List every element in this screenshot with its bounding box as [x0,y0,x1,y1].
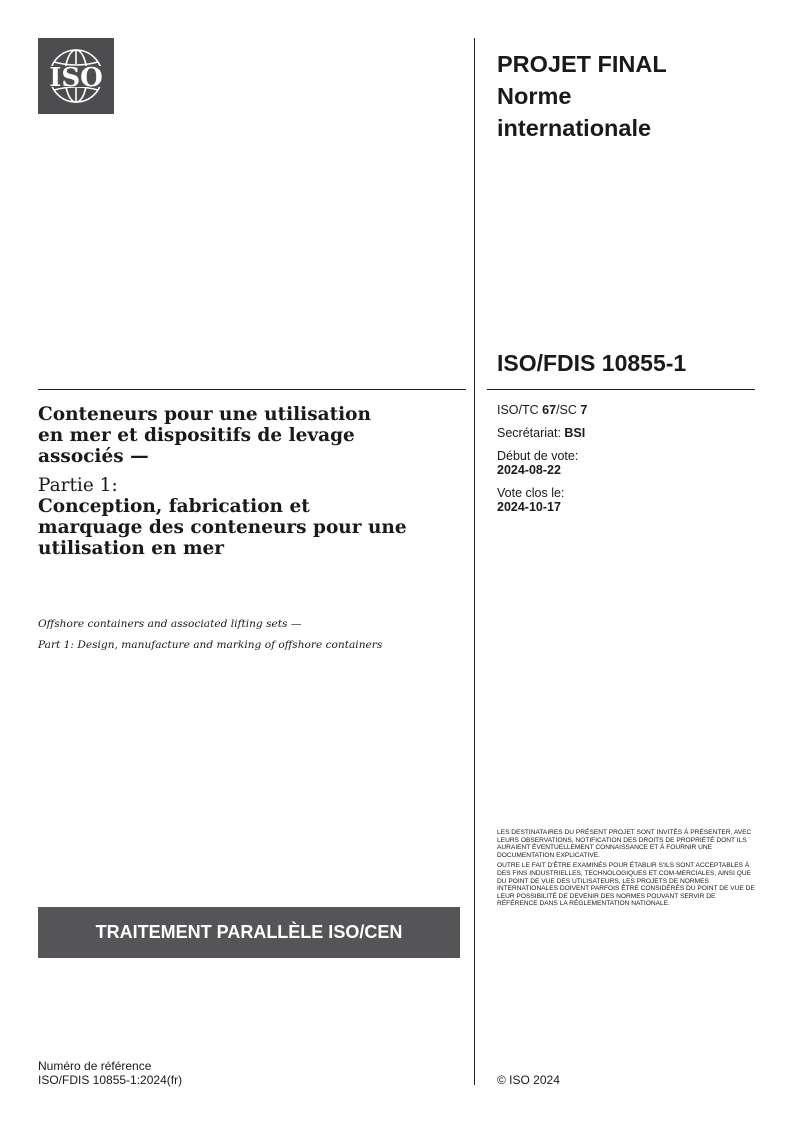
document-metadata [497,403,757,523]
standard-number: ISO/FDIS 10855-1 [497,350,687,376]
stage-line-2: Norme [497,83,572,109]
part-label: Partie 1: [38,475,118,496]
vertical-divider [474,38,475,1085]
notice-paragraph-1: LES DESTINATAIRES DU PRÉSENT PROJET SONT INVITÉS À PRÉSENTER, AVEC LEURS OBSERVATIONS, NOTIFICATION DES DROITS DE PROPRIÉTÉ DONT ILS AURAIENT ÉVENTUELLEMENT CONNAISSANCE ET À FOURNIR UNE DOCUMENTATION EXPLICATIVE. [497,829,752,859]
horizontal-divider-left [38,389,466,390]
parallel-processing-banner: TRAITEMENT PARALLÈLE ISO/CEN [38,907,460,958]
part-title: Conception, fabrication et marquage des conteneurs pour une utilisation en mer [38,496,407,559]
document-title [38,404,468,559]
horizontal-divider-right [487,389,755,390]
main-title: Conteneurs pour une utilisation en mer et dispositifs de levage associés — [38,404,371,467]
committee-row: ISO/TC 67/SC 7 [497,403,588,417]
vote-end-row: Vote clos le: 2024-10-17 [497,486,565,514]
iso-logo [38,38,114,114]
reference-number: Numéro de référence ISO/FDIS 10855-1:2024(fr) [38,1059,183,1087]
secretariat-row: Secrétariat: BSI [497,426,586,440]
iso-globe-logo-icon [38,38,114,114]
notice-paragraph-2: OUTRE LE FAIT D'ÊTRE EXAMINÉS POUR ÉTABLIR S'ILS SONT ACCEPTABLES À DES FINS INDUSTRIELLES, TECHNOLOGIQUES ET COM-MERCIALES, AINSI QUE DU POINT DE VUE DES UTILISATEURS, LES PROJETS DE NORMES INTERNATIONALES DOIVENT PARFOIS ÊTRE CONSIDÉRÉS DU POINT DE VUE DE LEUR POSSIBILITÉ DE DEVENIR DES NORMES POUVANT SERVIR DE RÉFÉRENCE DANS LA RÉGLEMENTATION NATIONALE. [497,862,755,908]
recipients-notice [497,829,755,911]
copyright: © ISO 2024 [497,1073,560,1087]
stage-line-1: PROJET FINAL [497,51,667,77]
stage-line-3: internationale [497,115,652,141]
english-title: Offshore containers and associated lifting sets — Part 1: Design, manufacture and marking of offshore containers [38,618,383,651]
document-stage [497,48,767,144]
vote-start-row: Début de vote: 2024-08-22 [497,449,579,477]
logo-text: ISO [49,63,103,93]
